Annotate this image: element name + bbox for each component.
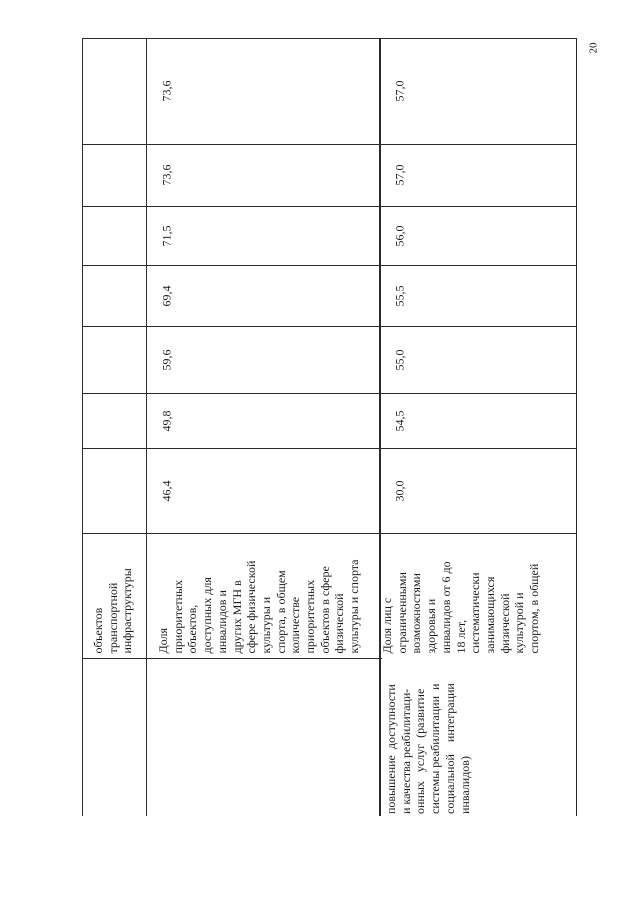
value-cell: [380, 144, 420, 206]
text-line: 18 лет,: [453, 619, 468, 653]
value: 46,4: [159, 480, 174, 501]
value-cell: [380, 448, 420, 533]
text-line: и качества реабилитаци-: [398, 688, 413, 814]
text-line: занимающихся: [482, 576, 497, 653]
text-line: объектов в сфере: [317, 565, 332, 653]
rotated-table: [82, 38, 577, 816]
value-cell: [147, 326, 187, 393]
text-line: систематически: [468, 571, 483, 653]
page-number: 20: [587, 42, 599, 54]
value-cell: [147, 38, 187, 144]
text-line: инфраструктуры: [119, 567, 134, 653]
text-line: физической: [332, 593, 347, 653]
value-cell: [147, 144, 187, 206]
text-line: Доля: [156, 627, 170, 653]
value-cell: [380, 38, 420, 144]
text-line: Доля лиц с: [380, 597, 394, 653]
value: 57,0: [392, 80, 407, 102]
indicator-cell-transport: [83, 533, 146, 658]
text-line: физической: [497, 593, 512, 653]
text-line: сфере физической: [244, 560, 259, 653]
text-line: культурой и: [512, 591, 527, 653]
text-line: онных услуг (развитие: [413, 688, 428, 814]
text-line: спортом, в общей: [527, 563, 542, 653]
value: 49,8: [159, 410, 174, 431]
value: 54,5: [392, 410, 407, 431]
text-line: спорта, в общем: [273, 569, 288, 653]
grid-line: [576, 38, 577, 816]
text-line: возможностями: [409, 572, 424, 653]
value: 73,6: [159, 164, 174, 186]
value: 57,0: [392, 164, 407, 186]
text-line: количестве: [288, 596, 303, 653]
text-line: культуры и: [258, 596, 273, 653]
text-line: приоритетных: [303, 579, 318, 653]
value-cell: [380, 265, 420, 326]
value-cell: [147, 448, 187, 533]
text-line: доступных для: [200, 576, 215, 653]
text-line: инвалидов от 6 до: [438, 560, 453, 653]
text-line: повышение доступности: [384, 684, 398, 814]
value-cell: [147, 393, 187, 448]
indicator-cell-rehab: [380, 533, 576, 658]
text-line: объектов,: [185, 604, 200, 653]
value-cell: [380, 326, 420, 393]
grid-line: [82, 658, 382, 659]
text-line: культуры и спорта: [347, 558, 362, 653]
value: 55,5: [392, 285, 407, 306]
text-line: инвалидов и: [214, 589, 229, 653]
value-cell: [147, 265, 187, 326]
text-line: здоровья и: [424, 598, 439, 653]
value-cell: [380, 206, 420, 265]
text-line: инвалидов): [457, 756, 472, 814]
text-line: транспортной: [105, 582, 120, 653]
value-cell: [380, 393, 420, 448]
text-line: социальной интеграции: [442, 683, 457, 814]
text-line: других МГН в: [229, 579, 244, 653]
text-line: ограниченными: [394, 571, 409, 653]
value: 69,4: [159, 285, 174, 306]
grid-line: [82, 38, 83, 816]
value-cell: [147, 206, 187, 265]
value: 55,0: [392, 349, 407, 370]
value: 30,0: [392, 480, 407, 501]
task-cell-rehab: [380, 658, 576, 816]
value: 71,5: [159, 225, 174, 246]
text-line: системы реабилитации и: [428, 683, 443, 814]
indicator-cell-sport-access: [147, 533, 379, 658]
text-line: приоритетных: [170, 579, 185, 653]
value: 59,6: [159, 349, 174, 370]
value: 56,0: [392, 225, 407, 246]
text-line: объектов: [90, 607, 105, 653]
value: 73,6: [159, 80, 174, 102]
